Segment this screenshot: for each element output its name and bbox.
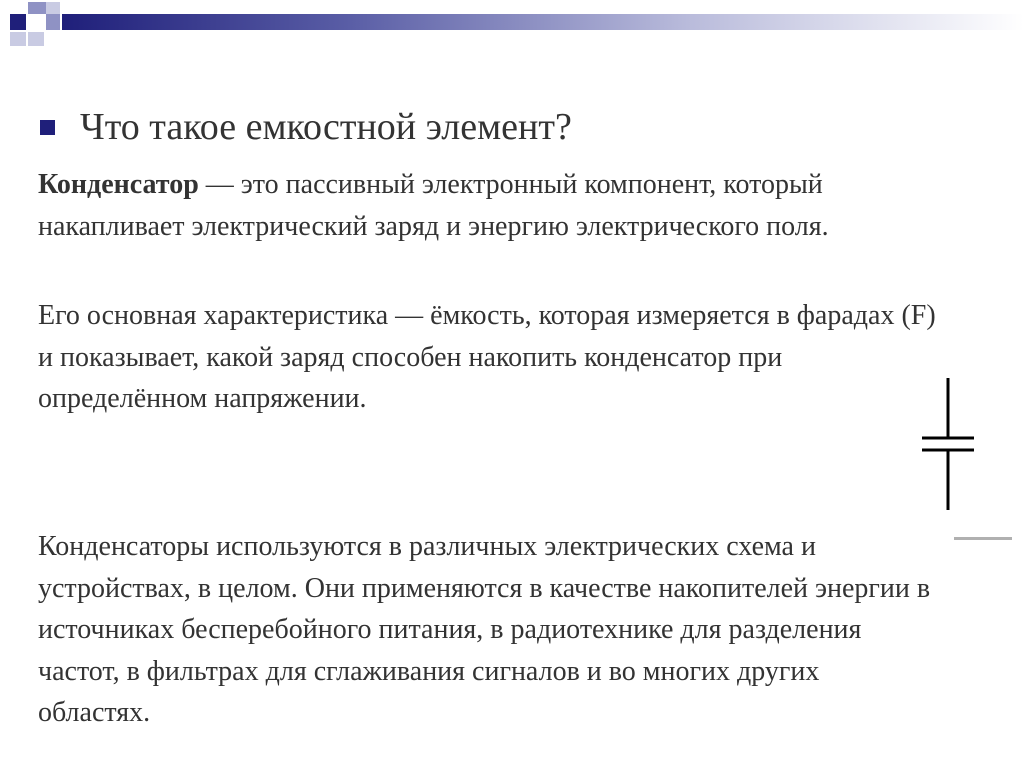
decor-square	[28, 2, 46, 14]
header-bar	[62, 14, 1024, 30]
slide-title: Что такое емкостной элемент?	[80, 106, 572, 148]
decor-square	[46, 2, 60, 14]
characteristic-paragraph: Его основная характеристика — ёмкость, которая измеряется в фарадах (F) и показывает, какой заряд способен накопить конденсатор при определённом напряжении.	[38, 300, 936, 414]
definition-term: Конденсатор	[38, 169, 199, 200]
square-bullet-icon	[40, 120, 55, 135]
capacitor-symbol-icon	[915, 378, 981, 518]
definition-paragraph	[38, 164, 898, 247]
watermark-mark	[954, 536, 1014, 542]
decor-square	[10, 32, 26, 46]
decor-square	[46, 14, 60, 30]
title-row	[40, 103, 940, 151]
decor-square	[28, 32, 44, 46]
decor-square	[10, 14, 26, 30]
definition-text: — это пассивный электронный компонент, который накапливает электрический заряд и энергию электрического поля.	[38, 169, 829, 242]
usage-paragraph: Конденсаторы используются в различных электрических схема и устройствах, в целом. Они применяются в качестве накопителей энергии в источниках бесперебойного питания, в радиотехнике для разделения частот, в фильтрах для сглаживания сигналов и во многих других областях.	[38, 531, 931, 728]
